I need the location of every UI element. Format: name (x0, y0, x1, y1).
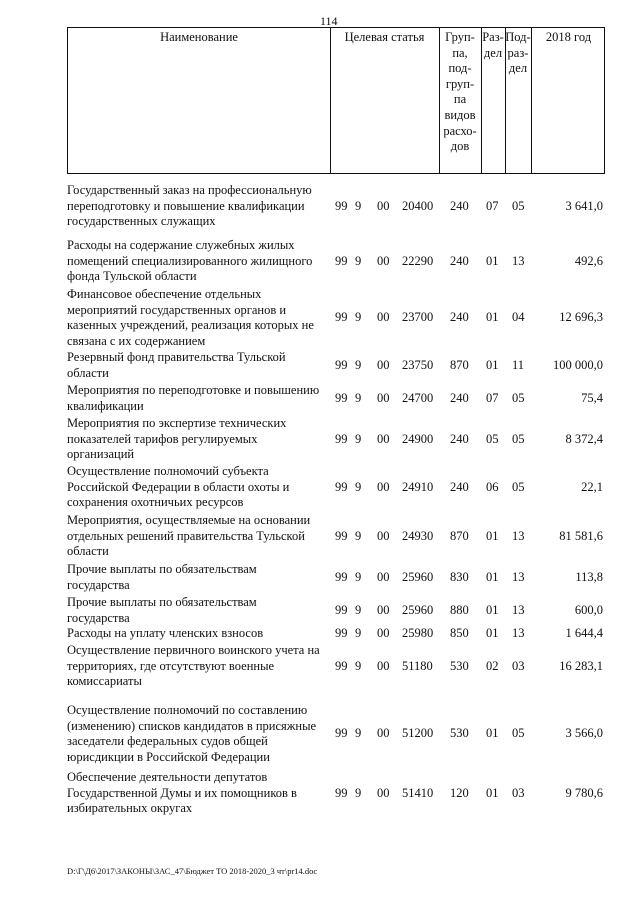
section-code: 01 (486, 358, 499, 372)
cs-part3: 00 (377, 480, 390, 494)
cs-part3: 00 (377, 726, 390, 740)
cs-part1: 99 (335, 626, 348, 640)
cs-part3: 00 (377, 626, 390, 640)
cs-part3: 00 (377, 570, 390, 584)
expense-group: 240 (450, 432, 469, 446)
amount-2018: 100 000,0 (553, 358, 603, 372)
header-section: Раз- дел (482, 30, 504, 60)
table-row (67, 350, 605, 381)
table-row (67, 513, 605, 560)
table-row (67, 703, 605, 765)
cs-part4: 24700 (402, 391, 434, 405)
cs-part4: 25980 (402, 626, 434, 640)
cs-part4: 24900 (402, 432, 434, 446)
section-code: 01 (486, 310, 499, 324)
cs-part3: 00 (377, 358, 390, 372)
row-name: Расходы на уплату членских взносов (67, 626, 264, 640)
subsection-code: 13 (512, 603, 525, 617)
row-name: Прочие выплаты по обязательствам государства (67, 595, 257, 625)
cs-part1: 99 (335, 432, 348, 446)
cs-part3: 00 (377, 310, 390, 324)
expense-group: 530 (450, 726, 469, 740)
cs-part1: 99 (335, 391, 348, 405)
cs-part4: 24930 (402, 529, 434, 543)
section-code: 06 (486, 480, 499, 494)
cs-part4: 25960 (402, 603, 434, 617)
subsection-code: 05 (512, 391, 525, 405)
amount-2018: 113,8 (575, 570, 603, 584)
expense-group: 240 (450, 480, 469, 494)
subsection-code: 13 (512, 626, 525, 640)
expense-group: 870 (450, 529, 469, 543)
cs-part2: 9 (355, 254, 362, 268)
row-name: Мероприятия по экспертизе технических показателей тарифов регулируемых организаций (67, 416, 287, 462)
subsection-code: 03 (512, 786, 525, 800)
table-row (67, 626, 605, 642)
cs-part2: 9 (355, 603, 362, 617)
table-row (67, 287, 605, 349)
expense-group: 530 (450, 659, 469, 673)
cs-part3: 00 (377, 432, 390, 446)
cs-part4: 23700 (402, 310, 434, 324)
cs-part3: 00 (377, 254, 390, 268)
cs-part2: 9 (355, 480, 362, 494)
row-name: Осуществление первичного воинского учета на территориях, где отсутствуют военные комиссариаты (67, 643, 320, 689)
cs-part1: 99 (335, 603, 348, 617)
table-row (67, 416, 605, 463)
cs-part2: 9 (355, 432, 362, 446)
row-name: Мероприятия, осуществляемые на основании отдельных решений правительства Тульской области (67, 513, 311, 559)
cs-part2: 9 (355, 786, 362, 800)
table-row (67, 562, 605, 593)
cs-part4: 23750 (402, 358, 434, 372)
subsection-code: 04 (512, 310, 525, 324)
cs-part3: 00 (377, 786, 390, 800)
table-row (67, 595, 605, 626)
subsection-code: 13 (512, 529, 525, 543)
section-code: 01 (486, 254, 499, 268)
section-code: 01 (486, 529, 499, 543)
cs-part4: 24910 (402, 480, 434, 494)
row-name: Мероприятия по переподготовке и повышению квалификации (67, 383, 320, 413)
cs-part1: 99 (335, 659, 348, 673)
section-code: 07 (486, 199, 499, 213)
cs-part2: 9 (355, 529, 362, 543)
section-code: 01 (486, 626, 499, 640)
expense-group: 880 (450, 603, 469, 617)
section-code: 02 (486, 659, 499, 673)
cs-part2: 9 (355, 310, 362, 324)
cs-part1: 99 (335, 786, 348, 800)
expense-group: 120 (450, 786, 469, 800)
amount-2018: 16 283,1 (559, 659, 603, 673)
row-name: Расходы на содержание служебных жилых помещений специализированного жилищного фонда Тульской области (67, 238, 313, 284)
header-name: Наименование (160, 30, 238, 44)
table-row (67, 183, 605, 230)
cs-part3: 00 (377, 603, 390, 617)
row-name: Финансовое обеспечение отдельных мероприятий государственных органов и казенных учреждений, реализация которых не связана с их содержанием (67, 287, 314, 348)
cs-part1: 99 (335, 199, 348, 213)
table-row (67, 238, 605, 285)
cs-part1: 99 (335, 358, 348, 372)
subsection-code: 05 (512, 726, 525, 740)
amount-2018: 9 780,6 (565, 786, 603, 800)
table-row (67, 383, 605, 414)
cs-part1: 99 (335, 726, 348, 740)
cs-part2: 9 (355, 659, 362, 673)
amount-2018: 75,4 (581, 391, 603, 405)
header-group: Груп- па, под- груп- па видов расхо- дов (443, 30, 477, 154)
table-row (67, 643, 605, 690)
row-name: Прочие выплаты по обязательствам государства (67, 562, 257, 592)
cs-part4: 20400 (402, 199, 434, 213)
subsection-code: 13 (512, 254, 525, 268)
amount-2018: 492,6 (574, 254, 603, 268)
section-code: 01 (486, 786, 499, 800)
subsection-code: 05 (512, 480, 525, 494)
section-code: 05 (486, 432, 499, 446)
cs-part3: 00 (377, 659, 390, 673)
cs-part1: 99 (335, 480, 348, 494)
amount-2018: 3 641,0 (565, 199, 603, 213)
expense-group: 240 (450, 310, 469, 324)
header-subsection: Под- раз- дел (505, 30, 531, 76)
row-name: Обеспечение деятельности депутатов Государственной Думы и их помощников в избирательных округах (67, 770, 297, 816)
cs-part2: 9 (355, 358, 362, 372)
table-row (67, 770, 605, 817)
row-name: Осуществление полномочий по составлению (изменению) списков кандидатов в присяжные заседатели федеральных судов общей юрисдикции в Российской Федерации (67, 703, 317, 764)
amount-2018: 81 581,6 (559, 529, 603, 543)
cs-part4: 22290 (402, 254, 434, 268)
cs-part1: 99 (335, 529, 348, 543)
table-row (67, 464, 605, 511)
header-target: Целевая статья (344, 30, 425, 44)
cs-part3: 00 (377, 391, 390, 405)
cs-part4: 51200 (402, 726, 434, 740)
cs-part2: 9 (355, 726, 362, 740)
expense-group: 240 (450, 254, 469, 268)
cs-part2: 9 (355, 199, 362, 213)
row-name: Резервный фонд правительства Тульской области (67, 350, 286, 380)
expense-group: 870 (450, 358, 469, 372)
section-code: 07 (486, 391, 499, 405)
cs-part4: 51180 (402, 659, 433, 673)
amount-2018: 3 566,0 (565, 726, 603, 740)
cs-part1: 99 (335, 570, 348, 584)
subsection-code: 05 (512, 199, 525, 213)
cs-part4: 25960 (402, 570, 434, 584)
cs-part2: 9 (355, 626, 362, 640)
amount-2018: 600,0 (574, 603, 603, 617)
section-code: 01 (486, 726, 499, 740)
row-name: Осуществление полномочий субъекта Российской Федерации в области охоты и сохранения охотничьих ресурсов (67, 464, 290, 510)
section-code: 01 (486, 603, 499, 617)
subsection-code: 05 (512, 432, 525, 446)
expense-group: 850 (450, 626, 469, 640)
expense-group: 830 (450, 570, 469, 584)
subsection-code: 13 (512, 570, 525, 584)
amount-2018: 1 644,4 (565, 626, 603, 640)
expense-group: 240 (450, 199, 469, 213)
header-divider (531, 28, 532, 173)
cs-part3: 00 (377, 199, 390, 213)
header-divider (330, 28, 331, 173)
cs-part3: 00 (377, 529, 390, 543)
page-number: 114 (320, 14, 338, 28)
amount-2018: 8 372,4 (565, 432, 603, 446)
cs-part2: 9 (355, 391, 362, 405)
subsection-code: 03 (512, 659, 525, 673)
header-year: 2018 год (545, 30, 592, 44)
section-code: 01 (486, 570, 499, 584)
amount-2018: 22,1 (581, 480, 603, 494)
table-header (67, 27, 605, 174)
expense-group: 240 (450, 391, 469, 405)
subsection-code: 11 (512, 358, 525, 372)
footer-path: D:\Г\Д6\2017\ЗАКОНЫ\ЗАС_47\Бюджет ТО 2018-2020_3 чт\pr14.doc (67, 866, 318, 876)
row-name: Государственный заказ на профессиональную переподготовку и повышение квалификации государственных служащих (67, 183, 312, 229)
cs-part1: 99 (335, 310, 348, 324)
cs-part2: 9 (355, 570, 362, 584)
cs-part4: 51410 (402, 786, 434, 800)
amount-2018: 12 696,3 (559, 310, 603, 324)
cs-part1: 99 (335, 254, 348, 268)
